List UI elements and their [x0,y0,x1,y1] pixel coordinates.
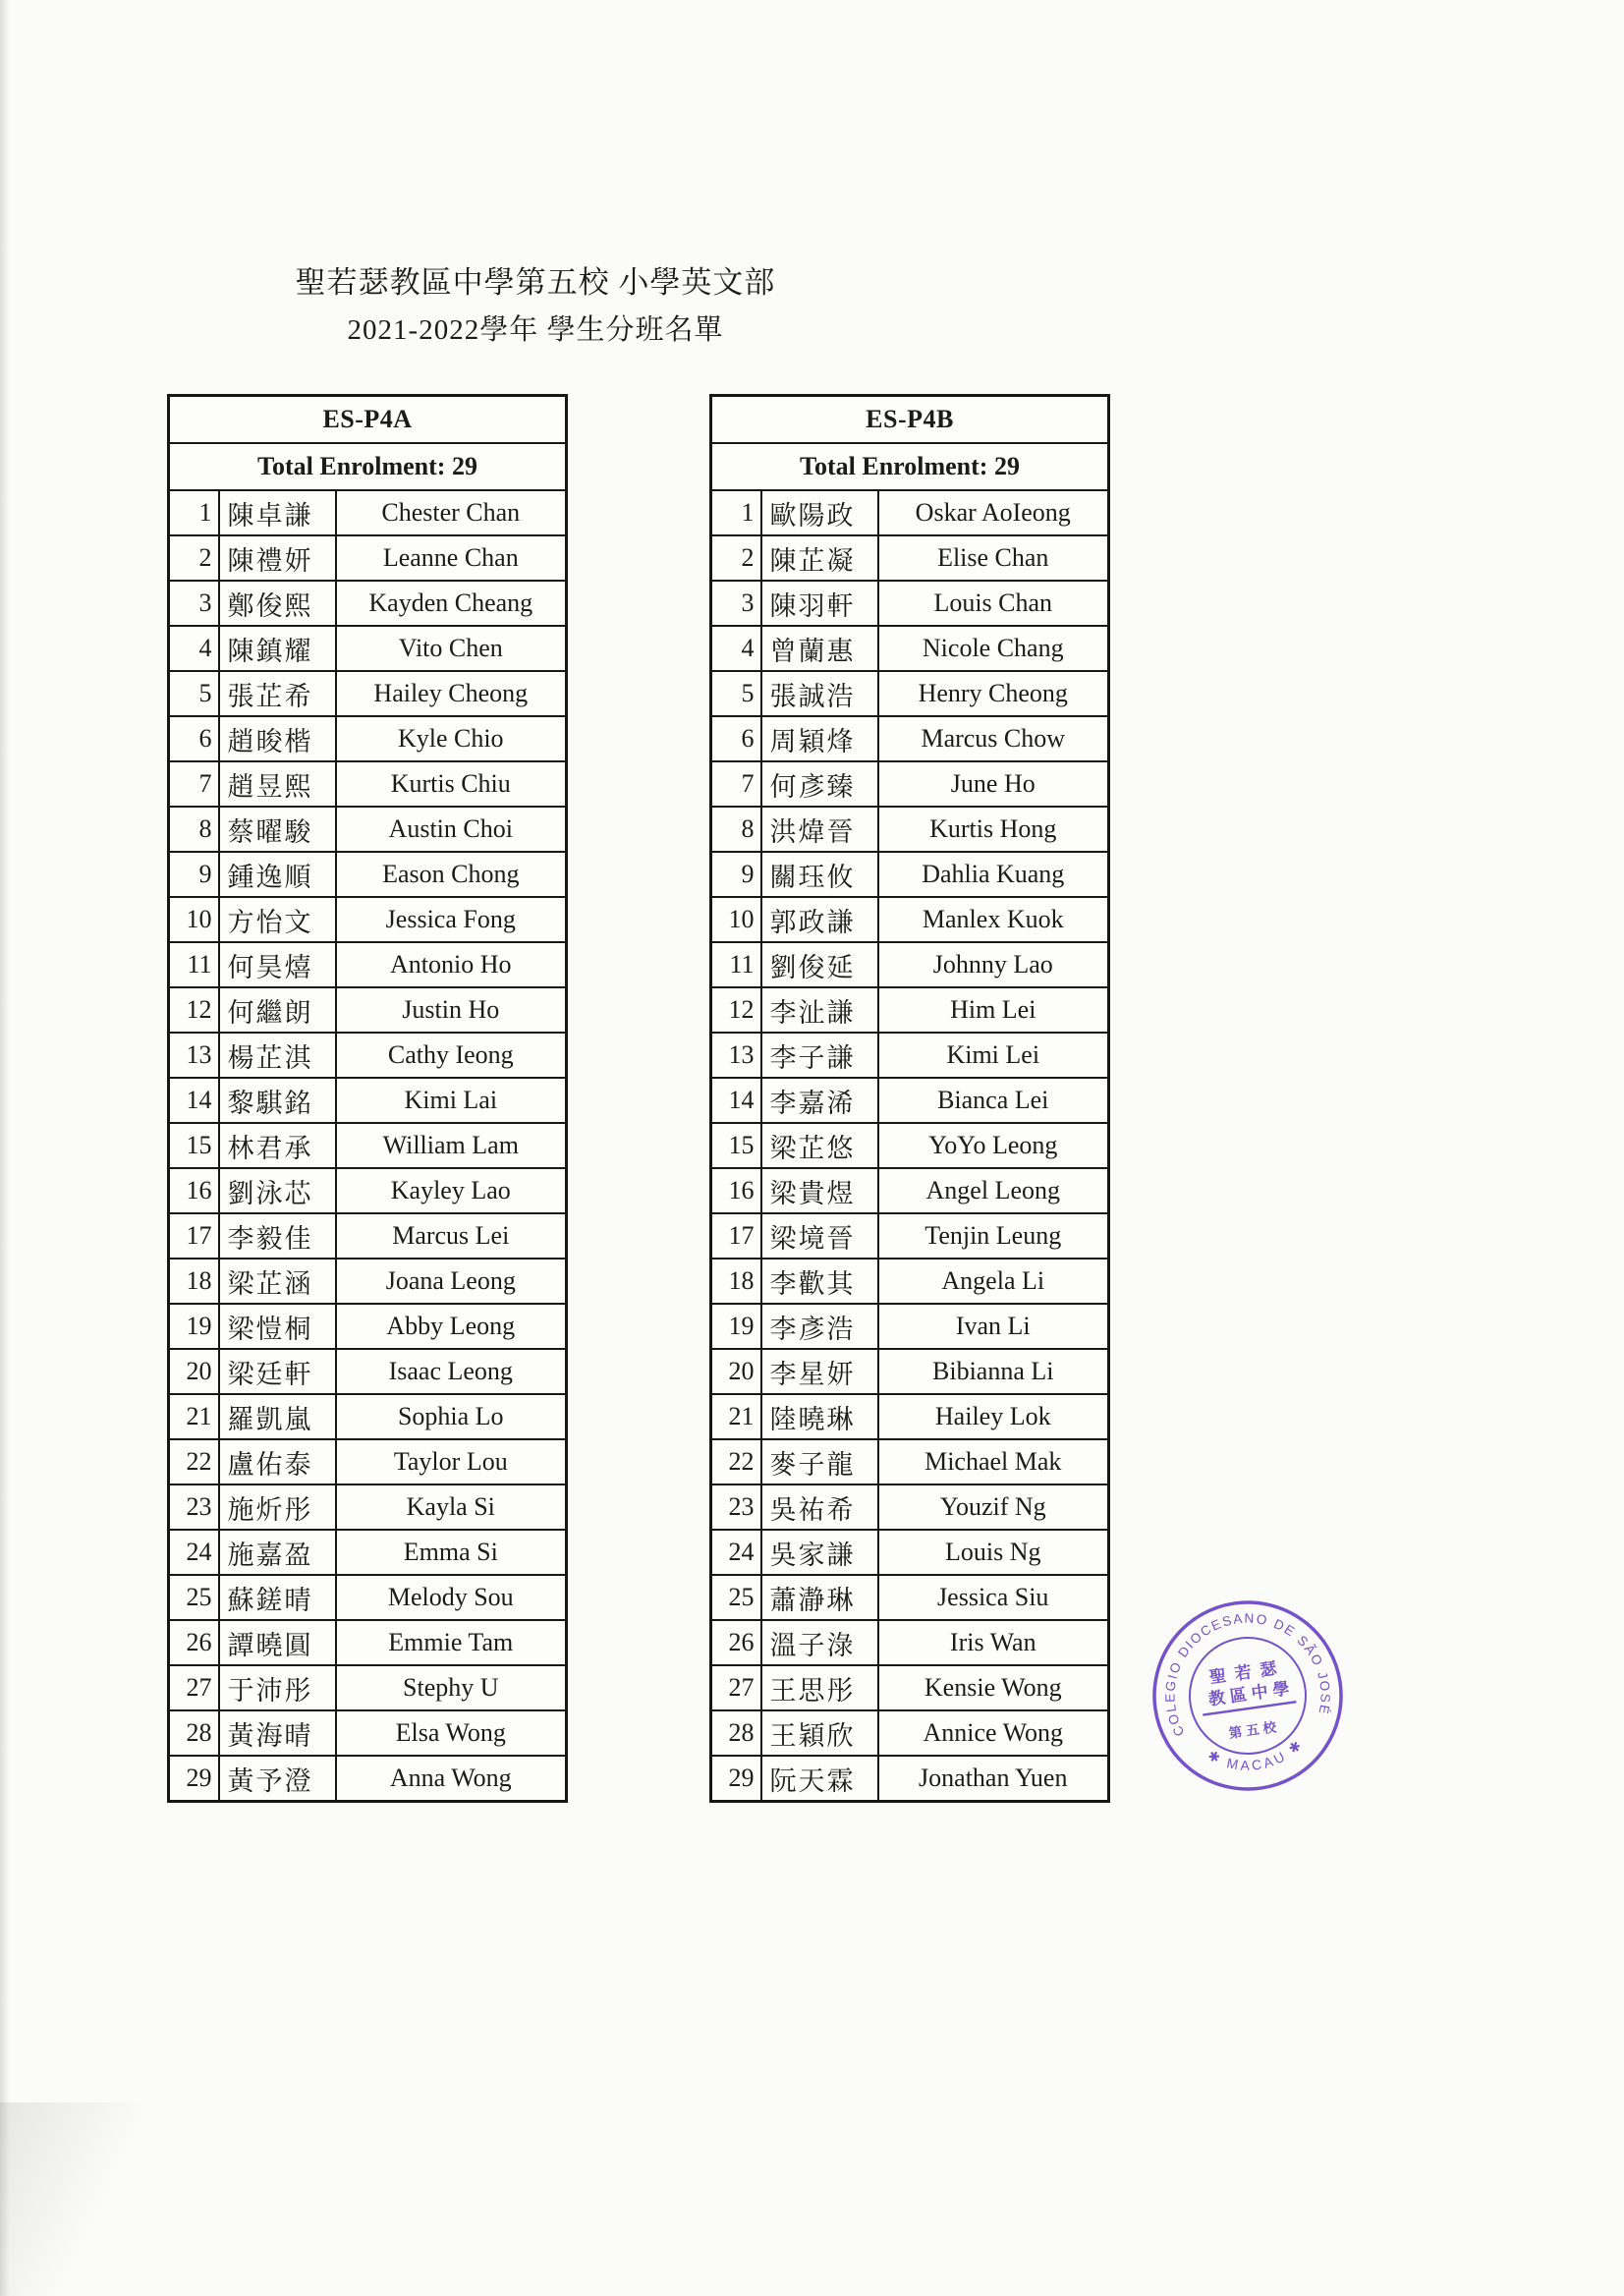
scan-artifact-bottom-streak [0,2102,187,2296]
student-number: 25 [711,1575,761,1620]
student-name-en: Louis Ng [878,1530,1109,1575]
student-number: 18 [169,1259,219,1304]
student-row [169,1304,567,1349]
student-number: 8 [711,807,761,852]
student-number: 23 [169,1484,219,1530]
student-row [169,1756,567,1802]
student-name-en: Hailey Lok [878,1394,1109,1439]
student-number: 8 [169,807,219,852]
student-name-zh: 李沚謙 [761,987,878,1033]
student-number: 23 [711,1484,761,1530]
student-name-en: Him Lei [878,987,1109,1033]
student-name-zh: 盧佑泰 [219,1439,336,1484]
class-table-es-p4a [167,394,568,1803]
student-row [169,1530,567,1575]
scan-artifact-left-edge [0,0,10,2296]
student-row [169,716,567,761]
student-row [711,626,1109,671]
student-row [711,1349,1109,1394]
student-name-en: Kensie Wong [878,1665,1109,1710]
student-name-en: Michael Mak [878,1439,1109,1484]
student-row [169,897,567,942]
student-name-en: Louis Chan [878,581,1109,626]
enrolment-header: Total Enrolment: 29 [711,443,1109,490]
student-name-zh: 郭政謙 [761,897,878,942]
student-name-zh: 劉俊延 [761,942,878,987]
student-number: 25 [169,1575,219,1620]
student-name-zh: 洪煒晉 [761,807,878,852]
student-name-en: Justin Ho [336,987,567,1033]
student-number: 1 [711,490,761,535]
student-name-zh: 麥子龍 [761,1439,878,1484]
student-name-zh: 梁愷桐 [219,1304,336,1349]
student-number: 14 [711,1078,761,1123]
student-row [711,716,1109,761]
student-number: 6 [169,716,219,761]
student-number: 28 [711,1710,761,1756]
student-row [169,671,567,716]
student-name-zh: 吳祐希 [761,1484,878,1530]
student-name-zh: 施嘉盈 [219,1530,336,1575]
student-name-en: Angela Li [878,1259,1109,1304]
student-name-zh: 陳鎮耀 [219,626,336,671]
student-row [169,761,567,807]
student-row [711,1484,1109,1530]
student-name-zh: 李星妍 [761,1349,878,1394]
student-name-zh: 楊芷淇 [219,1033,336,1078]
student-row [711,1033,1109,1078]
student-name-zh: 蕭瀞琳 [761,1575,878,1620]
stamp-branch-label: 第五校 [1227,1718,1281,1741]
student-name-en: Oskar AoIeong [878,490,1109,535]
student-name-zh: 梁貴煜 [761,1168,878,1213]
student-row [169,581,567,626]
student-number: 22 [711,1439,761,1484]
class-name-header: ES-P4A [169,396,567,444]
student-number: 19 [169,1304,219,1349]
student-name-zh: 于沛彤 [219,1665,336,1710]
student-number: 7 [711,761,761,807]
student-row [711,852,1109,897]
student-row [711,1078,1109,1123]
student-row [169,1259,567,1304]
student-name-zh: 黎騏銘 [219,1078,336,1123]
student-number: 2 [169,535,219,581]
student-name-en: Kimi Lai [336,1078,567,1123]
student-name-zh: 羅凱嵐 [219,1394,336,1439]
student-name-zh: 梁廷軒 [219,1349,336,1394]
student-name-en: YoYo Leong [878,1123,1109,1168]
class-name-header: ES-P4B [711,396,1109,444]
student-number: 16 [169,1168,219,1213]
student-name-en: Kayla Si [336,1484,567,1530]
student-name-zh: 李歡其 [761,1259,878,1304]
student-row [711,671,1109,716]
student-row [711,1304,1109,1349]
student-name-en: Elsa Wong [336,1710,567,1756]
student-number: 20 [711,1349,761,1394]
student-number: 29 [169,1756,219,1802]
student-name-zh: 趙晙楷 [219,716,336,761]
student-row [711,490,1109,535]
student-number: 14 [169,1078,219,1123]
student-name-en: Bibianna Li [878,1349,1109,1394]
student-name-en: Kurtis Hong [878,807,1109,852]
student-number: 15 [169,1123,219,1168]
student-name-zh: 阮天霖 [761,1756,878,1802]
student-row [169,626,567,671]
student-row [169,1033,567,1078]
student-name-en: Emmie Tam [336,1620,567,1665]
student-name-en: Stephy U [336,1665,567,1710]
student-name-zh: 施炘彤 [219,1484,336,1530]
student-name-en: Kyle Chio [336,716,567,761]
student-row [711,987,1109,1033]
student-name-zh: 蔡曜駿 [219,807,336,852]
class-table-es-p4b [709,394,1110,1803]
student-number: 12 [169,987,219,1033]
student-name-en: Eason Chong [336,852,567,897]
student-name-en: Manlex Kuok [878,897,1109,942]
student-row [169,1394,567,1439]
student-name-en: William Lam [336,1123,567,1168]
student-row [711,1530,1109,1575]
student-number: 5 [711,671,761,716]
student-name-zh: 吳家謙 [761,1530,878,1575]
student-name-zh: 陳芷凝 [761,535,878,581]
student-name-zh: 陸曉琳 [761,1394,878,1439]
student-name-zh: 趙昱熙 [219,761,336,807]
student-name-en: Jessica Fong [336,897,567,942]
student-row [711,1123,1109,1168]
student-name-zh: 何昊熺 [219,942,336,987]
student-number: 3 [169,581,219,626]
student-number: 1 [169,490,219,535]
student-name-en: Emma Si [336,1530,567,1575]
student-name-zh: 何繼朗 [219,987,336,1033]
stamp-ring-text-top: COLEGIO DIOCESANO DE SÃO JOSÉ [1162,1610,1333,1739]
school-stamp [1101,1549,1394,1842]
student-name-zh: 黃海晴 [219,1710,336,1756]
student-number: 19 [711,1304,761,1349]
class-name-row [711,396,1109,444]
student-name-en: Henry Cheong [878,671,1109,716]
student-row [711,1439,1109,1484]
student-number: 17 [169,1213,219,1259]
student-row [169,942,567,987]
student-row [169,1665,567,1710]
student-name-zh: 陳卓謙 [219,490,336,535]
student-row [169,807,567,852]
student-name-en: Jonathan Yuen [878,1756,1109,1802]
student-name-en: Hailey Cheong [336,671,567,716]
student-row [711,1756,1109,1802]
student-row [711,1575,1109,1620]
student-name-en: June Ho [878,761,1109,807]
student-number: 13 [711,1033,761,1078]
student-name-zh: 黃予澄 [219,1756,336,1802]
student-number: 10 [711,897,761,942]
student-row [169,852,567,897]
student-name-zh: 劉泳芯 [219,1168,336,1213]
student-name-en: Vito Chen [336,626,567,671]
student-name-zh: 李彥浩 [761,1304,878,1349]
student-number: 4 [169,626,219,671]
student-name-en: Bianca Lei [878,1078,1109,1123]
student-row [711,1213,1109,1259]
student-name-en: Austin Choi [336,807,567,852]
stamp-ring-text-bottom: ✱ MACAU ✱ [1204,1735,1307,1773]
student-name-en: Dahlia Kuang [878,852,1109,897]
student-name-en: Elise Chan [878,535,1109,581]
student-name-en: Joana Leong [336,1259,567,1304]
stamp-school-name-line1: 聖若瑟 [1207,1657,1287,1688]
student-row [169,1439,567,1484]
student-name-zh: 李毅佳 [219,1213,336,1259]
student-name-en: Leanne Chan [336,535,567,581]
student-number: 10 [169,897,219,942]
student-name-zh: 溫子淥 [761,1620,878,1665]
student-row [711,581,1109,626]
student-number: 11 [711,942,761,987]
page-title-line-1: 聖若瑟教區中學第五校 小學英文部 [295,265,776,300]
student-row [169,987,567,1033]
student-name-en: Youzif Ng [878,1484,1109,1530]
student-number: 9 [711,852,761,897]
student-row [169,1484,567,1530]
student-name-en: Marcus Chow [878,716,1109,761]
student-row [711,761,1109,807]
student-row [711,942,1109,987]
student-number: 9 [169,852,219,897]
student-name-en: Abby Leong [336,1304,567,1349]
student-name-zh: 張誠浩 [761,671,878,716]
student-name-zh: 周穎烽 [761,716,878,761]
student-number: 7 [169,761,219,807]
student-row [169,1213,567,1259]
student-row [711,535,1109,581]
student-number: 26 [711,1620,761,1665]
stamp-school-name-line2: 教區中學 [1206,1678,1296,1709]
enrolment-header: Total Enrolment: 29 [169,443,567,490]
student-name-zh: 張芷希 [219,671,336,716]
student-name-en: Cathy Ieong [336,1033,567,1078]
student-number: 15 [711,1123,761,1168]
student-row [711,1168,1109,1213]
student-row [711,807,1109,852]
student-name-en: Sophia Lo [336,1394,567,1439]
student-name-zh: 曾蘭惠 [761,626,878,671]
student-name-zh: 王思彤 [761,1665,878,1710]
student-name-en: Taylor Lou [336,1439,567,1484]
student-name-en: Kimi Lei [878,1033,1109,1078]
student-name-en: Kayden Cheang [336,581,567,626]
student-name-zh: 李子謙 [761,1033,878,1078]
student-row [711,1394,1109,1439]
student-number: 29 [711,1756,761,1802]
student-number: 27 [169,1665,219,1710]
student-row [169,1168,567,1213]
student-name-zh: 鄭俊熙 [219,581,336,626]
student-name-zh: 李嘉浠 [761,1078,878,1123]
student-row [169,1123,567,1168]
enrolment-row [169,443,567,490]
page-title-line-2: 2021-2022學年 學生分班名單 [347,314,724,346]
student-number: 16 [711,1168,761,1213]
enrolment-row [711,443,1109,490]
student-row [169,1575,567,1620]
student-number: 22 [169,1439,219,1484]
student-name-zh: 陳羽軒 [761,581,878,626]
student-name-zh: 梁境晉 [761,1213,878,1259]
student-name-en: Isaac Leong [336,1349,567,1394]
student-name-en: Anna Wong [336,1756,567,1802]
student-name-zh: 陳禮妍 [219,535,336,581]
student-row [169,1710,567,1756]
student-number: 2 [711,535,761,581]
student-number: 28 [169,1710,219,1756]
student-name-zh: 林君承 [219,1123,336,1168]
class-name-row [169,396,567,444]
student-number: 20 [169,1349,219,1394]
student-row [711,1620,1109,1665]
student-name-zh: 何彥臻 [761,761,878,807]
student-name-en: Antonio Ho [336,942,567,987]
student-row [169,535,567,581]
student-row [711,1710,1109,1756]
student-name-zh: 蘇鎈晴 [219,1575,336,1620]
student-number: 21 [169,1394,219,1439]
student-number: 24 [711,1530,761,1575]
student-number: 27 [711,1665,761,1710]
student-name-en: Johnny Lao [878,942,1109,987]
student-number: 5 [169,671,219,716]
student-name-zh: 王穎欣 [761,1710,878,1756]
student-row [711,1665,1109,1710]
student-name-en: Jessica Siu [878,1575,1109,1620]
student-name-zh: 譚曉圓 [219,1620,336,1665]
student-number: 11 [169,942,219,987]
student-name-en: Nicole Chang [878,626,1109,671]
student-name-zh: 方怡文 [219,897,336,942]
student-row [169,1620,567,1665]
student-name-en: Annice Wong [878,1710,1109,1756]
student-name-en: Tenjin Leung [878,1213,1109,1259]
student-number: 21 [711,1394,761,1439]
student-row [169,1078,567,1123]
student-number: 6 [711,716,761,761]
student-number: 17 [711,1213,761,1259]
student-row [711,1259,1109,1304]
student-number: 4 [711,626,761,671]
student-name-en: Kayley Lao [336,1168,567,1213]
student-number: 26 [169,1620,219,1665]
student-name-en: Angel Leong [878,1168,1109,1213]
student-number: 18 [711,1259,761,1304]
student-name-zh: 梁芷涵 [219,1259,336,1304]
student-name-en: Melody Sou [336,1575,567,1620]
student-name-en: Marcus Lei [336,1213,567,1259]
student-name-zh: 鍾逸順 [219,852,336,897]
student-number: 13 [169,1033,219,1078]
student-name-en: Chester Chan [336,490,567,535]
student-row [169,1349,567,1394]
student-name-zh: 歐陽政 [761,490,878,535]
student-number: 12 [711,987,761,1033]
document-title [118,258,953,353]
student-number: 24 [169,1530,219,1575]
student-name-en: Ivan Li [878,1304,1109,1349]
student-name-zh: 關珏攸 [761,852,878,897]
student-name-zh: 梁芷悠 [761,1123,878,1168]
student-name-en: Kurtis Chiu [336,761,567,807]
student-row [169,490,567,535]
student-name-en: Iris Wan [878,1620,1109,1665]
student-row [711,897,1109,942]
student-number: 3 [711,581,761,626]
